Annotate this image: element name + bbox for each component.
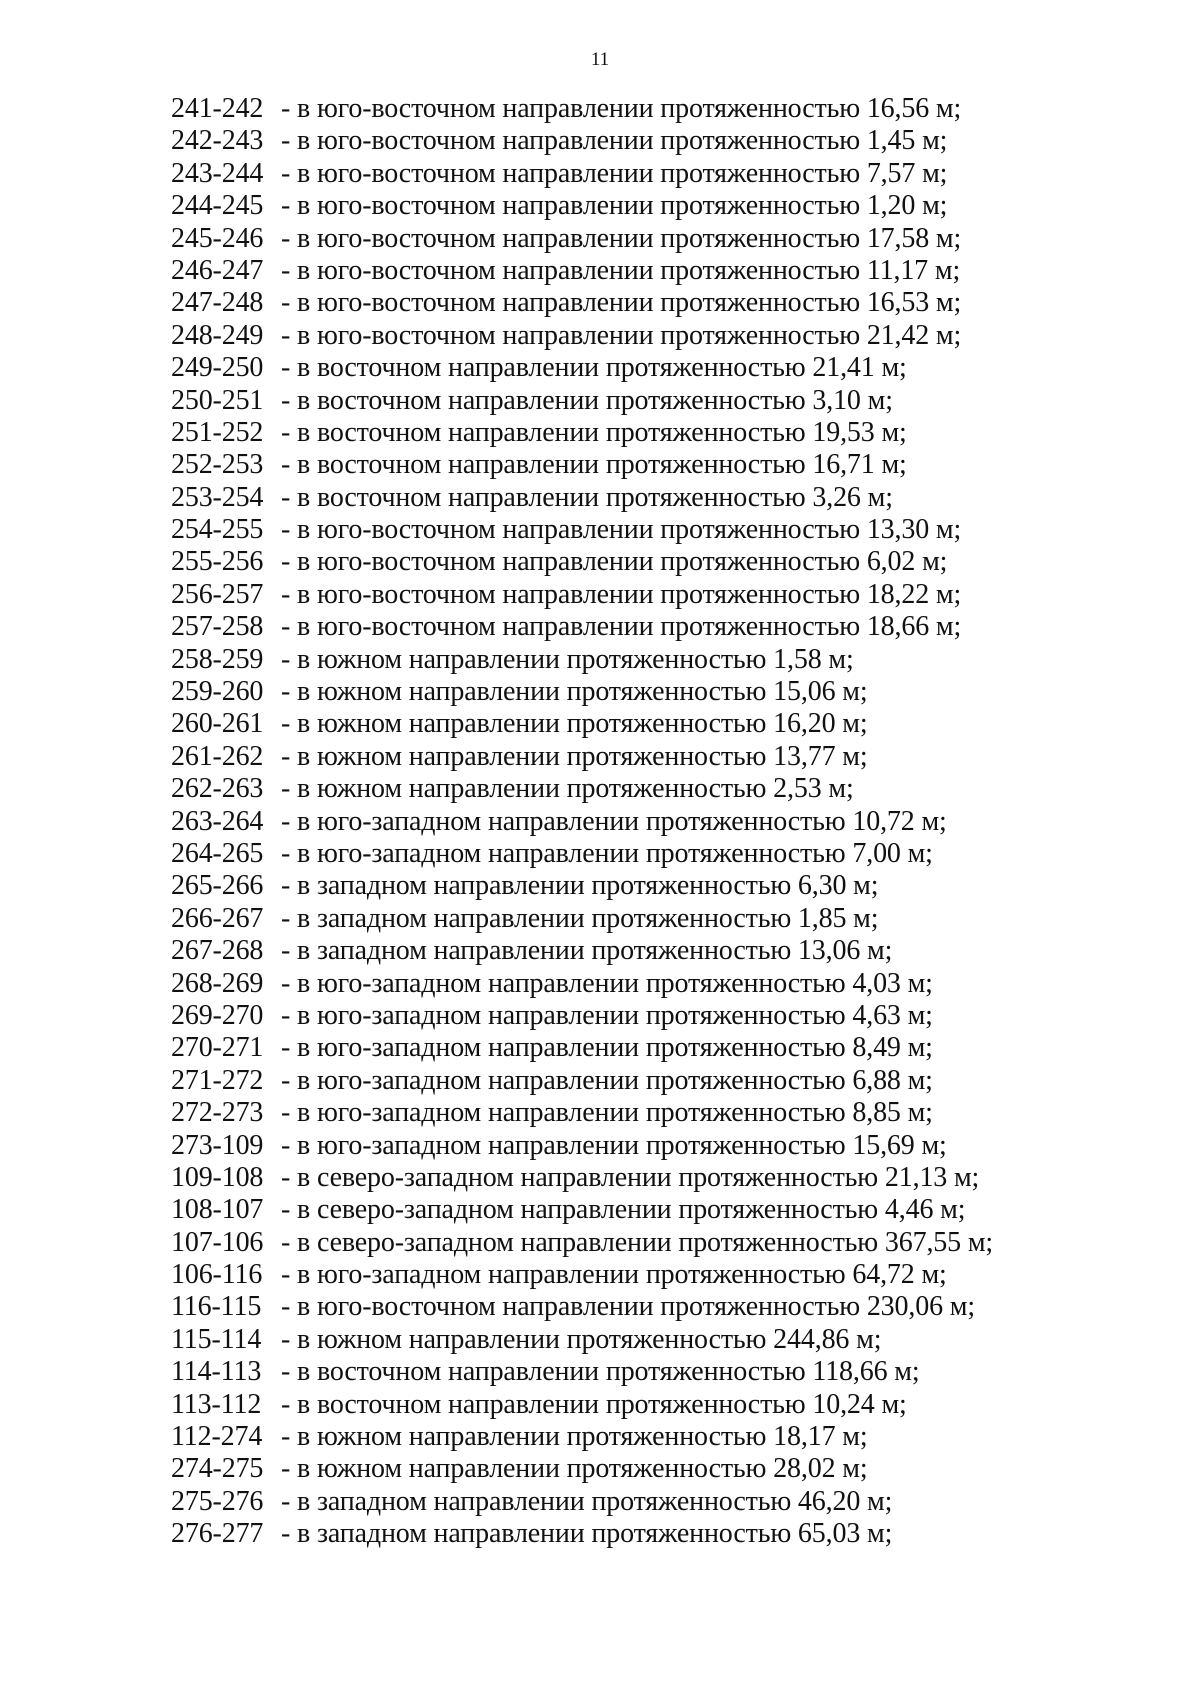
segment-line (171, 125, 993, 157)
segment-line (171, 1194, 993, 1226)
segment-description: - в южном направлении протяженностью 18,17 м; (281, 1421, 868, 1453)
segment-description: - в юго-восточном направлении протяженностью 11,17 м; (281, 254, 961, 286)
segment-points: 106-116 (171, 1259, 263, 1291)
segment-points: 243-244 (171, 157, 264, 189)
segment-description: - в юго-западном направлении протяженностью 64,72 м; (281, 1259, 947, 1291)
segment-line (171, 1032, 993, 1064)
segment-description: - в восточном направлении протяженностью 21,41 м; (281, 352, 907, 384)
segment-line (171, 514, 993, 546)
segment-description: - в восточном направлении протяженностью 118,66 м; (281, 1356, 920, 1388)
segment-description: - в восточном направлении протяженностью 3,26 м; (281, 481, 893, 513)
segment-description: - в юго-восточном направлении протяженностью 13,30 м; (281, 514, 962, 546)
segment-description: - в юго-восточном направлении протяженностью 7,57 м; (281, 157, 948, 189)
segment-description: - в южном направлении протяженностью 15,06 м; (281, 676, 868, 708)
segment-description: - в южном направлении протяженностью 13,77 м; (281, 740, 868, 772)
segment-line (171, 417, 993, 449)
segment-points: 272-273 (171, 1097, 264, 1129)
segment-points: 253-254 (171, 481, 264, 513)
segment-line (171, 223, 993, 255)
segment-line (171, 255, 993, 287)
segment-description: - в западном направлении протяженностью 65,03 м; (281, 1518, 893, 1550)
segment-points: 251-252 (171, 416, 264, 448)
segment-line (171, 968, 993, 1000)
segment-line (171, 611, 993, 643)
segment-description: - в южном направлении протяженностью 28,02 м; (281, 1453, 868, 1485)
segment-points: 269-270 (171, 999, 264, 1031)
segment-description: - в юго-восточном направлении протяженностью 1,20 м; (281, 190, 948, 222)
segment-description: - в юго-западном направлении протяженностью 10,72 м; (281, 805, 947, 837)
segment-points: 276-277 (171, 1518, 264, 1550)
segment-description: - в восточном направлении протяженностью 16,71 м; (281, 449, 907, 481)
segment-line (171, 1486, 993, 1518)
segment-description: - в южном направлении протяженностью 1,58 м; (281, 643, 854, 675)
segment-description: - в юго-восточном направлении протяженностью 18,66 м; (281, 611, 962, 643)
segment-points: 116-115 (171, 1291, 262, 1323)
boundary-segment-list (171, 93, 993, 1551)
segment-description: - в юго-восточном направлении протяженностью 6,02 м; (281, 546, 948, 578)
segment-line (171, 1389, 993, 1421)
segment-points: 254-255 (171, 514, 264, 546)
segment-line (171, 1097, 993, 1129)
segment-description: - в южном направлении протяженностью 16,20 м; (281, 708, 868, 740)
segment-line (171, 1259, 993, 1291)
segment-description: - в юго-западном направлении протяженностью 8,85 м; (281, 1097, 933, 1129)
segment-line (171, 676, 993, 708)
segment-line (171, 287, 993, 319)
segment-line (171, 1065, 993, 1097)
segment-line (171, 870, 993, 902)
segment-description: - в северо-западном направлении протяженностью 4,46 м; (281, 1194, 966, 1226)
segment-points: 248-249 (171, 319, 264, 351)
segment-line (171, 1518, 993, 1550)
segment-line (171, 1453, 993, 1485)
segment-points: 114-113 (171, 1356, 262, 1388)
segment-description: - в юго-восточном направлении протяженностью 16,53 м; (281, 287, 962, 319)
segment-line (171, 579, 993, 611)
segment-description: - в юго-восточном направлении протяженностью 21,42 м; (281, 319, 962, 351)
segment-points: 256-257 (171, 578, 264, 610)
segment-description: - в западном направлении протяженностью 1,85 м; (281, 902, 879, 934)
segment-points: 273-109 (171, 1129, 264, 1161)
segment-line (171, 93, 993, 125)
segment-points: 257-258 (171, 611, 264, 643)
segment-points: 255-256 (171, 546, 264, 578)
segment-description: - в юго-восточном направлении протяженностью 1,45 м; (281, 125, 948, 157)
segment-points: 274-275 (171, 1453, 264, 1485)
segment-points: 258-259 (171, 643, 264, 675)
segment-description: - в западном направлении протяженностью 46,20 м; (281, 1485, 893, 1517)
segment-points: 247-248 (171, 287, 264, 319)
segment-line (171, 352, 993, 384)
segment-points: 261-262 (171, 740, 264, 772)
segment-line (171, 903, 993, 935)
page-number: 11 (590, 49, 610, 70)
segment-line (171, 1356, 993, 1388)
segment-points: 242-243 (171, 125, 264, 157)
segment-description: - в северо-западном направлении протяженностью 367,55 м; (281, 1226, 994, 1258)
segment-points: 241-242 (171, 93, 264, 124)
segment-line (171, 449, 993, 481)
segment-line (171, 741, 993, 773)
segment-description: - в северо-западном направлении протяженностью 21,13 м; (281, 1161, 980, 1193)
segment-points: 268-269 (171, 967, 264, 999)
segment-line (171, 806, 993, 838)
segment-description: - в юго-западном направлении протяженностью 6,88 м; (281, 1064, 933, 1096)
segment-points: 107-106 (171, 1226, 264, 1258)
segment-points: 275-276 (171, 1485, 264, 1517)
segment-description: - в юго-западном направлении протяженностью 7,00 м; (281, 837, 933, 869)
segment-description: - в юго-восточном направлении протяженностью 230,06 м; (281, 1291, 975, 1323)
segment-points: 246-247 (171, 254, 264, 286)
segment-line (171, 1227, 993, 1259)
segment-points: 249-250 (171, 352, 264, 384)
segment-line (171, 838, 993, 870)
segment-description: - в западном направлении протяженностью 6,30 м; (281, 870, 879, 902)
segment-description: - в восточном направлении протяженностью 19,53 м; (281, 416, 907, 448)
segment-line (171, 482, 993, 514)
segment-points: 115-114 (171, 1323, 262, 1355)
segment-points: 266-267 (171, 902, 264, 934)
segment-description: - в южном направлении протяженностью 2,53 м; (281, 773, 854, 805)
segment-description: - в юго-западном направлении протяженностью 4,03 м; (281, 967, 933, 999)
segment-points: 245-246 (171, 222, 264, 254)
segment-points: 250-251 (171, 384, 264, 416)
segment-points: 267-268 (171, 935, 264, 967)
segment-points: 244-245 (171, 190, 264, 222)
segment-description: - в юго-восточном направлении протяженностью 18,22 м; (281, 578, 962, 610)
segment-line (171, 320, 993, 352)
segment-line (171, 385, 993, 417)
segment-description: - в восточном направлении протяженностью 10,24 м; (281, 1388, 907, 1420)
segment-points: 265-266 (171, 870, 264, 902)
segment-line (171, 1000, 993, 1032)
segment-line (171, 1291, 993, 1323)
segment-line (171, 1421, 993, 1453)
segment-description: - в юго-западном направлении протяженностью 4,63 м; (281, 999, 933, 1031)
segment-description: - в юго-западном направлении протяженностью 15,69 м; (281, 1129, 947, 1161)
segment-description: - в юго-восточном направлении протяженностью 16,56 м; (281, 93, 962, 124)
segment-points: 264-265 (171, 837, 264, 869)
segment-line (171, 708, 993, 740)
segment-points: 109-108 (171, 1161, 264, 1193)
segment-line (171, 1324, 993, 1356)
segment-points: 108-107 (171, 1194, 264, 1226)
segment-line (171, 1130, 993, 1162)
segment-description: - в южном направлении протяженностью 244,86 м; (281, 1323, 882, 1355)
segment-points: 270-271 (171, 1032, 264, 1064)
segment-line (171, 1162, 993, 1194)
segment-points: 259-260 (171, 676, 264, 708)
segment-points: 113-112 (171, 1388, 262, 1420)
segment-points: 271-272 (171, 1064, 264, 1096)
segment-line (171, 773, 993, 805)
segment-description: - в восточном направлении протяженностью 3,10 м; (281, 384, 893, 416)
segment-line (171, 935, 993, 967)
segment-points: 112-274 (171, 1421, 263, 1453)
segment-points: 252-253 (171, 449, 264, 481)
segment-line (171, 546, 993, 578)
segment-description: - в юго-восточном направлении протяженностью 17,58 м; (281, 222, 962, 254)
segment-line (171, 190, 993, 222)
segment-points: 260-261 (171, 708, 264, 740)
segment-points: 262-263 (171, 773, 264, 805)
segment-description: - в западном направлении протяженностью 13,06 м; (281, 935, 893, 967)
segment-line (171, 644, 993, 676)
segment-description: - в юго-западном направлении протяженностью 8,49 м; (281, 1032, 933, 1064)
segment-line (171, 158, 993, 190)
segment-points: 263-264 (171, 805, 264, 837)
